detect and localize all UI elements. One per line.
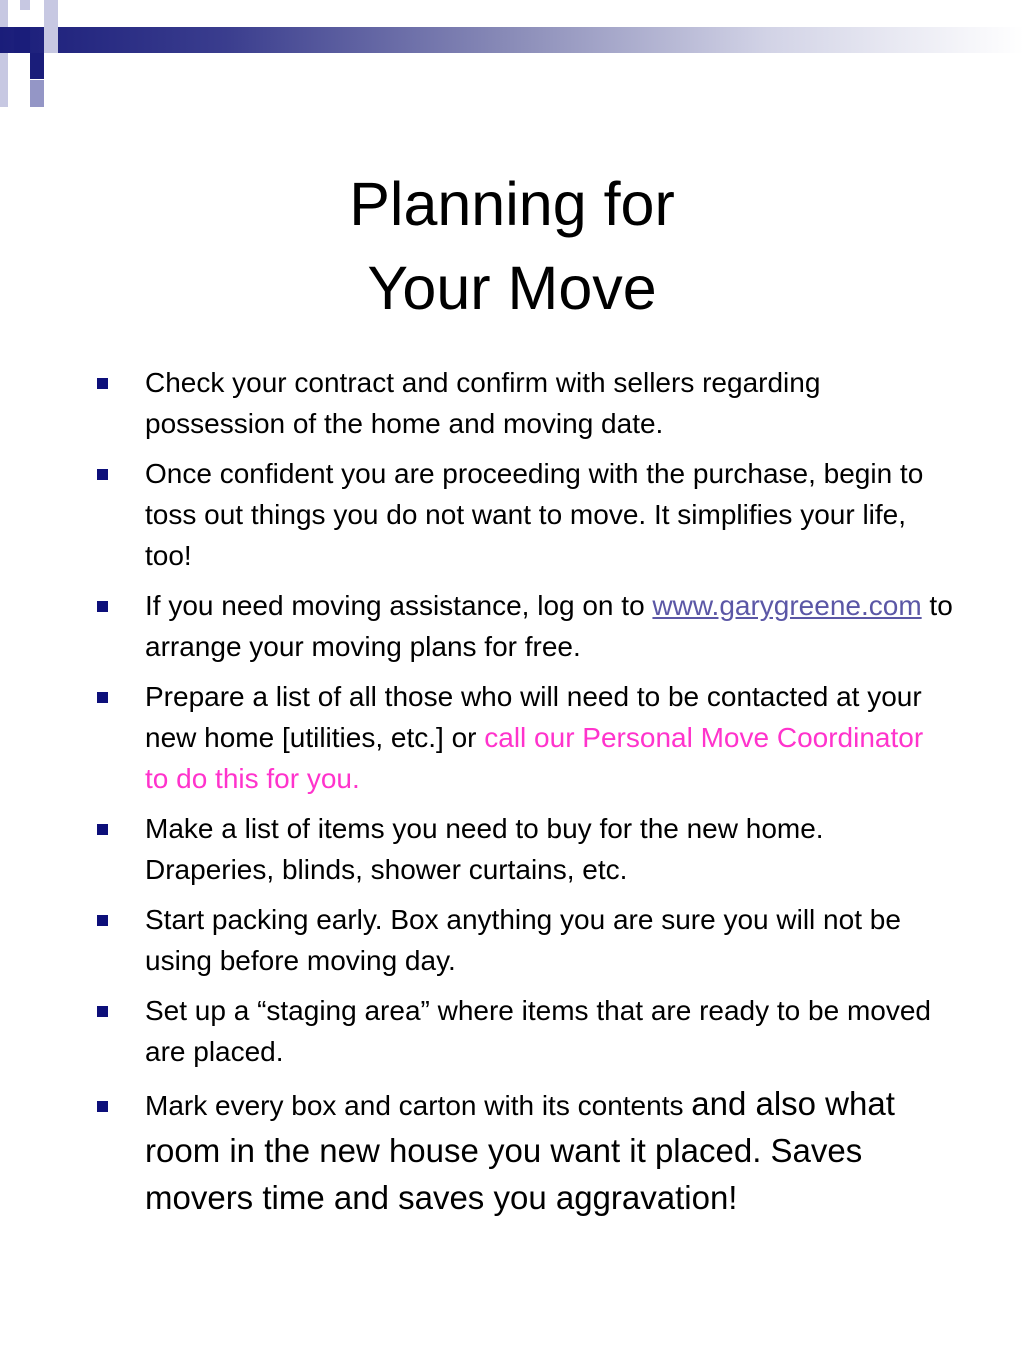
list-item-text: Set up a “staging area” where items that are ready to be moved are placed. — [145, 995, 931, 1067]
decorative-square — [44, 0, 58, 27]
title-line-1: Planning for — [349, 170, 675, 238]
decorative-square — [14, 27, 30, 53]
list-item — [0, 1081, 1024, 1222]
garygreene-link[interactable]: www.garygreene.com — [652, 590, 922, 621]
bullet-square-icon — [97, 1101, 108, 1112]
decorative-square — [30, 80, 44, 107]
bullet-square-icon — [97, 915, 108, 926]
decorative-square — [20, 0, 30, 10]
list-item-text: Prepare a list of all those who will need to be contacted at your new home [utilities, etc.] or — [145, 681, 922, 753]
list-item-text: Start packing early. Box anything you are sure you will not be using before moving day. — [145, 904, 901, 976]
decorative-square — [44, 27, 58, 53]
list-item-text: Once confident you are proceeding with the purchase, begin to toss out things you do not want to move. It simplifies your life, too! — [145, 458, 924, 571]
decorative-square — [0, 53, 8, 107]
list-item — [0, 808, 1024, 890]
list-item-text: Check your contract and confirm with sellers regarding possession of the home and moving date. — [145, 367, 821, 439]
bullet-square-icon — [97, 824, 108, 835]
bullet-square-icon — [97, 601, 108, 612]
list-item-text: If you need moving assistance, log on to — [145, 590, 653, 621]
list-item-text: to arrange your moving plans for free. — [145, 590, 953, 662]
decorative-square — [0, 0, 8, 27]
list-item — [0, 676, 1024, 799]
list-item — [0, 899, 1024, 981]
list-item-text: Make a list of items you need to buy for the new home. Draperies, blinds, shower curtains, etc. — [145, 813, 824, 885]
header-gradient-band — [0, 27, 1024, 53]
title-line-2: Your Move — [367, 254, 657, 322]
bullet-square-icon — [97, 469, 108, 480]
list-item-text-large: and also what room in the new house you want it placed. Saves movers time and saves you aggravation! — [145, 1085, 895, 1216]
list-item — [0, 990, 1024, 1072]
move-coordinator-highlight: call our Personal Move Coordinator to do this for you. — [145, 722, 924, 794]
checklist — [0, 362, 1024, 1231]
list-item — [0, 585, 1024, 667]
page-title — [0, 162, 1024, 330]
list-item-text: Mark every box and carton with its contents — [145, 1090, 692, 1121]
bullet-square-icon — [97, 1006, 108, 1017]
list-item — [0, 453, 1024, 576]
bullet-square-icon — [97, 692, 108, 703]
decorative-square — [30, 53, 44, 79]
bullet-square-icon — [97, 378, 108, 389]
list-item — [0, 362, 1024, 444]
